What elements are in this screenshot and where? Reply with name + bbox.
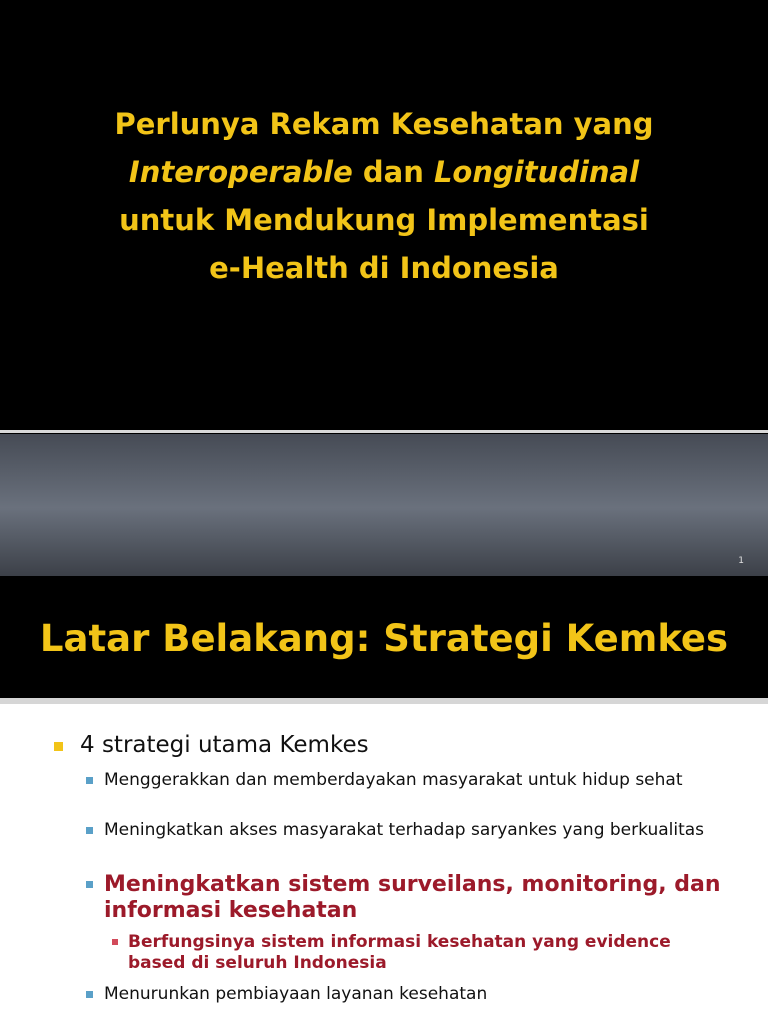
- slide-1-footer-band: [0, 434, 768, 576]
- sub-bullet-4: [86, 984, 726, 1004]
- sub-bullet-2: [86, 820, 726, 840]
- page-number: 1: [738, 556, 744, 566]
- title-line-2-mid: dan: [352, 155, 434, 189]
- bullet-main-text: 4 strategi utama Kemkes: [80, 732, 369, 758]
- title-line-2: [60, 148, 708, 196]
- sub-bullet-3-text: Meningkatkan sistem surveilans, monitoring, dan informasi kesehatan: [104, 872, 721, 923]
- title-emphasis-interoperable: Interoperable: [128, 155, 353, 189]
- bullet-main: [54, 732, 369, 758]
- sub-bullet-4-text: Menurunkan pembiayaan layanan kesehatan: [104, 984, 488, 1004]
- sub-bullet-2-text: Meningkatkan akses masyarakat terhadap saryankes yang berkualitas: [104, 820, 705, 840]
- sub-sub-bullet-1: [112, 932, 712, 974]
- sub-bullet-square-icon: [86, 881, 93, 888]
- slide-2: [0, 576, 768, 1024]
- sub-bullet-1: [86, 770, 726, 790]
- slide-1-title: [60, 100, 708, 292]
- sub-bullet-1-text: Menggerakkan dan memberdayakan masyarakat untuk hidup sehat: [104, 770, 683, 790]
- title-emphasis-longitudinal: Longitudinal: [433, 155, 640, 189]
- slide-2-separator: [0, 698, 768, 704]
- bullet-square-icon: [54, 742, 63, 751]
- sub-sub-bullet-1-text: Berfungsinya sistem informasi kesehatan yang evidence based di seluruh Indonesia: [128, 932, 671, 973]
- title-line-1: Perlunya Rekam Kesehatan yang: [114, 107, 654, 141]
- sub-bullet-square-icon: [86, 827, 93, 834]
- title-line-4: e-Health di Indonesia: [209, 251, 559, 285]
- sub-bullet-square-icon: [86, 991, 93, 998]
- slide-2-title: Latar Belakang: Strategi Kemkes: [39, 617, 729, 660]
- title-line-3: untuk Mendukung Implementasi: [119, 203, 649, 237]
- slide-1-separator: [0, 430, 768, 433]
- sub-bullet-3: [86, 872, 726, 924]
- sub-sub-bullet-square-icon: [112, 939, 118, 945]
- sub-bullet-square-icon: [86, 777, 93, 784]
- slide-2-header: [0, 576, 768, 698]
